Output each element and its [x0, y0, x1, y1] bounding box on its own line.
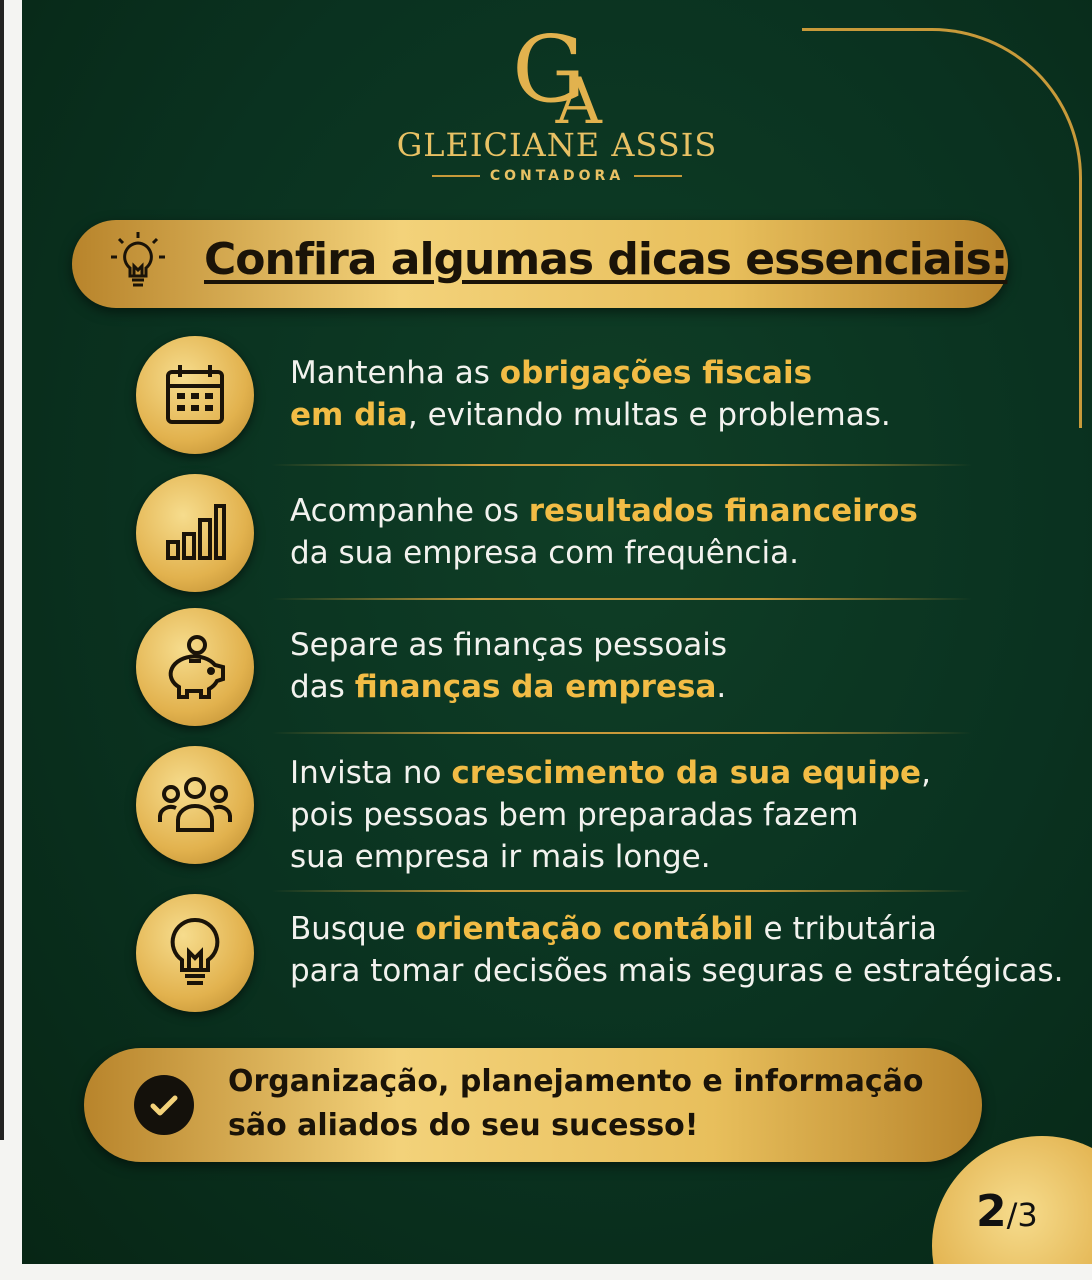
tip-highlight: crescimento da sua equipe: [451, 755, 922, 791]
bar-chart-icon: [136, 474, 254, 592]
divider: [272, 732, 972, 734]
tip-line: [290, 666, 727, 708]
footer-text: [228, 1060, 923, 1148]
tip-text-plain: Invista no: [290, 755, 452, 791]
footer-line: Organização, planejamento e informação: [228, 1064, 924, 1099]
tip-text-plain: Busque: [290, 911, 416, 947]
tip-text-plain: ,: [921, 755, 931, 791]
tip-text-plain: e tributária: [753, 911, 937, 947]
tip-line: [290, 908, 1064, 950]
heading-banner: [72, 220, 1008, 308]
monogram-g: G: [512, 16, 556, 123]
ornament-line: [432, 175, 480, 177]
tip-line: [290, 352, 891, 394]
monogram-a: A: [555, 65, 572, 139]
tip-line: da sua empresa com frequência.: [290, 535, 799, 571]
monogram: [22, 16, 1092, 139]
team-icon: [136, 746, 254, 864]
piggy-bank-icon: [136, 608, 254, 726]
tip-text-plain: das: [290, 669, 355, 705]
tip-line: Separe as finanças pessoais: [290, 627, 728, 663]
heading-title: Confira algumas dicas essenciais:: [204, 234, 1008, 285]
brand-subtitle-row: [22, 168, 1092, 184]
brand-logo: [22, 16, 1092, 184]
tip-text: [290, 624, 727, 708]
tip-text: [290, 908, 1064, 992]
tip-text-plain: , evitando multas e problemas.: [407, 397, 891, 433]
tip-line: para tomar decisões mais seguras e estratégicas.: [290, 953, 1064, 989]
page-number: [976, 1186, 1038, 1237]
tip-text: [290, 490, 918, 574]
lightbulb-icon: [136, 894, 254, 1012]
tips-card: [22, 0, 1092, 1264]
tip-line: [290, 490, 918, 532]
tip-highlight: orientação contábil: [415, 911, 754, 947]
tip-highlight: em dia: [290, 397, 408, 433]
divider: [272, 464, 972, 466]
tip-text-plain: .: [716, 669, 727, 705]
tip-highlight: obrigações fiscais: [499, 355, 813, 391]
ornament-line: [634, 175, 682, 177]
footer-line: são aliados do seu sucesso!: [228, 1108, 699, 1143]
tip-highlight: finanças da empresa: [354, 669, 717, 705]
page-indicator: [932, 1136, 1092, 1264]
brand-subtitle: CONTADORA: [489, 168, 625, 184]
divider: [272, 598, 972, 600]
page-current: 2: [976, 1186, 1007, 1237]
tip-text-plain: Acompanhe os: [290, 493, 529, 529]
lightbulb-icon: [94, 220, 182, 308]
tip-text-plain: Mantenha as: [290, 355, 500, 391]
edge-line: [0, 0, 4, 1140]
footer-banner: [84, 1048, 982, 1162]
tip-line: sua empresa ir mais longe.: [290, 839, 711, 875]
tip-line: [290, 394, 891, 436]
tip-line: [290, 752, 931, 794]
left-margin: [0, 0, 22, 1264]
tip-highlight: resultados financeiros: [528, 493, 918, 529]
divider: [272, 890, 972, 892]
calendar-icon: [136, 336, 254, 454]
check-icon: [134, 1075, 194, 1135]
tip-text: [290, 352, 891, 436]
brand-name: GLEICIANE ASSIS: [396, 126, 718, 164]
tip-text: [290, 752, 931, 878]
page-total: /3: [1006, 1196, 1038, 1234]
tip-line: pois pessoas bem preparadas fazem: [290, 797, 859, 833]
